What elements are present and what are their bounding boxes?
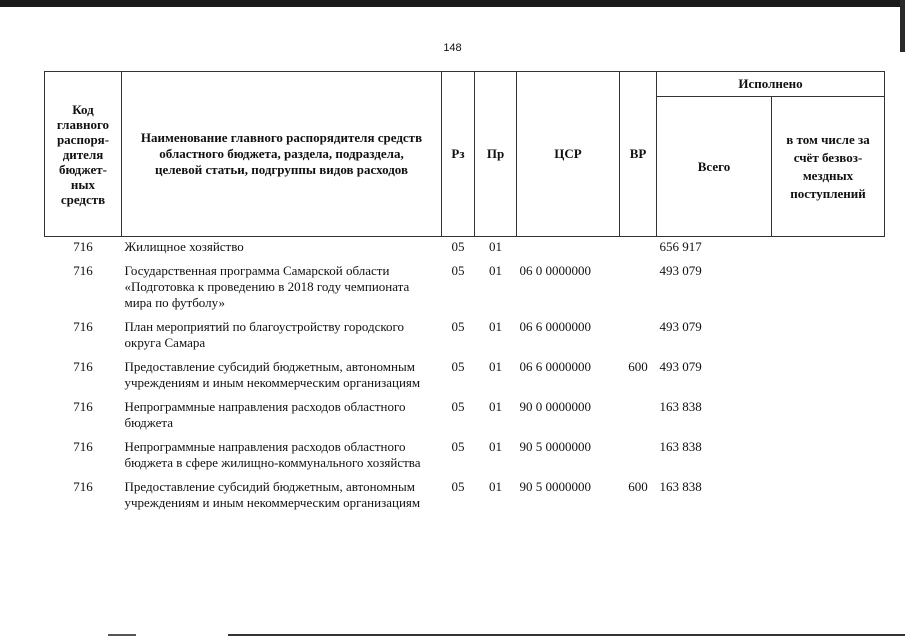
table-header [45, 72, 885, 237]
header-total: Всего [657, 97, 772, 237]
row-rz: 05 [451, 263, 465, 278]
row-total: 493 079 [659, 319, 702, 334]
row-code: 716 [73, 439, 93, 454]
row-total: 656 917 [659, 239, 702, 254]
row-rz: 05 [451, 239, 465, 254]
table-body [45, 237, 885, 520]
header-csr: ЦСР [517, 72, 620, 237]
row-pr: 01 [489, 359, 502, 374]
row-pr: 01 [489, 439, 502, 454]
row-total: 163 838 [659, 479, 702, 494]
row-rz: 05 [451, 479, 465, 494]
row-code: 716 [73, 399, 93, 414]
header-vr: ВР [620, 72, 657, 237]
row-vr [620, 237, 657, 264]
row-csr: 90 5 0000000 [519, 439, 591, 454]
row-pr: 01 [489, 399, 502, 414]
table-row [45, 479, 885, 519]
row-name: Непрограммные направления расходов областного бюджета в сфере жилищно-коммунального хозяйства [124, 439, 421, 470]
scan-edge-top [0, 0, 905, 7]
table-row [45, 399, 885, 439]
row-pr: 01 [489, 263, 502, 278]
row-rz: 05 [451, 399, 465, 414]
row-name: План мероприятий по благоустройству городского округа Самара [124, 319, 404, 350]
row-gratuitous [772, 319, 885, 359]
row-rz: 05 [451, 319, 465, 334]
row-code: 716 [73, 359, 93, 374]
row-vr: 600 [628, 359, 648, 374]
header-rz: Рз [442, 72, 475, 237]
row-code: 716 [73, 479, 93, 494]
header-gratuitous: в том числе за счёт безвоз-мездных поступлений [772, 97, 885, 237]
row-pr: 01 [489, 239, 502, 254]
row-csr: 90 0 0000000 [519, 399, 591, 414]
table-row [45, 319, 885, 359]
row-csr: 90 5 0000000 [519, 479, 591, 494]
row-total: 163 838 [659, 439, 702, 454]
row-name: Государственная программа Самарской области «Подготовка к проведению в 2018 году чемпионата мира по футболу» [124, 263, 410, 310]
row-gratuitous [772, 399, 885, 439]
row-total: 163 838 [659, 399, 702, 414]
row-rz: 05 [451, 439, 465, 454]
table-row [45, 263, 885, 319]
row-code: 716 [73, 239, 93, 254]
row-name: Непрограммные направления расходов областного бюджета [124, 399, 406, 430]
row-csr: 06 0 0000000 [519, 263, 591, 278]
header-name: Наименование главного распорядителя средств областного бюджета, раздела, подраздела, целевой статьи, подгруппы видов расходов [122, 72, 442, 237]
row-vr [620, 439, 657, 479]
row-gratuitous [772, 359, 885, 399]
row-name: Предоставление субсидий бюджетным, автономным учреждениям и иным некоммерческим организациям [124, 359, 421, 390]
row-name: Жилищное хозяйство [124, 239, 244, 254]
row-code: 716 [73, 319, 93, 334]
row-pr: 01 [489, 319, 502, 334]
row-csr [517, 237, 620, 264]
scan-mark-bottom-right [228, 634, 905, 636]
table-row [45, 237, 885, 264]
row-vr [620, 319, 657, 359]
table-row [45, 359, 885, 399]
row-name: Предоставление субсидий бюджетным, автономным учреждениям и иным некоммерческим организациям [124, 479, 421, 510]
row-gratuitous [772, 479, 885, 519]
header-code: Код главного распоря-дителя бюджет-ных средств [45, 72, 122, 237]
row-csr: 06 6 0000000 [519, 359, 591, 374]
row-code: 716 [73, 263, 93, 278]
row-vr: 600 [628, 479, 648, 494]
row-total: 493 079 [659, 359, 702, 374]
row-gratuitous [772, 263, 885, 319]
budget-table [44, 71, 885, 519]
scan-mark-bottom-left [108, 634, 136, 636]
header-pr: Пр [475, 72, 517, 237]
row-rz: 05 [451, 359, 465, 374]
row-gratuitous [772, 237, 885, 264]
row-vr [620, 263, 657, 319]
row-pr: 01 [489, 479, 502, 494]
header-executed: Исполнено [657, 72, 885, 97]
row-csr: 06 6 0000000 [519, 319, 591, 334]
row-gratuitous [772, 439, 885, 479]
row-total: 493 079 [659, 263, 702, 278]
table-row [45, 439, 885, 479]
page-number: 148 [443, 42, 462, 54]
row-vr [620, 399, 657, 439]
